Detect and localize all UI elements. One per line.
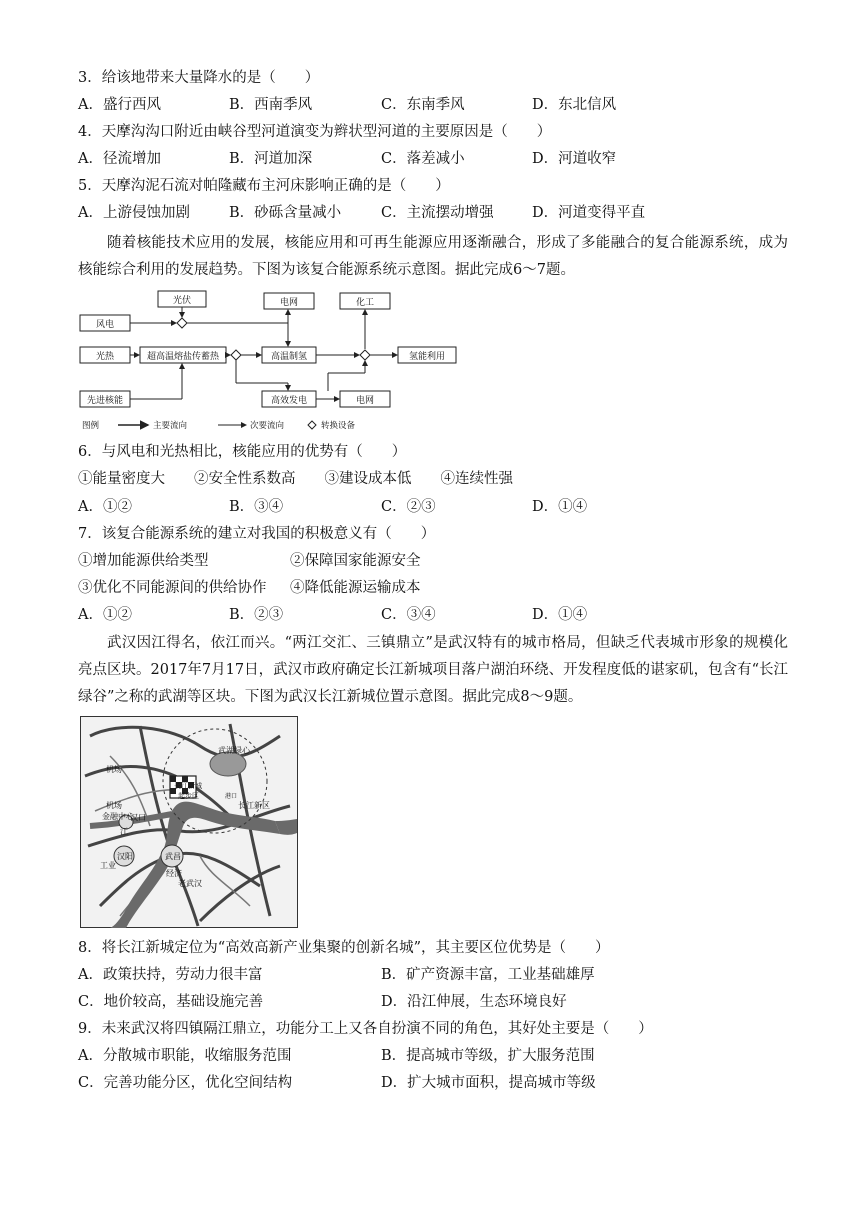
q7-option-c[interactable]: C．③④ [381, 607, 436, 623]
map-label-qidong: 起步区 [178, 792, 199, 800]
label-grid1: 电网 [279, 298, 299, 308]
q5-option-b[interactable]: B．砂砾含量减小 [229, 205, 342, 221]
q4-option-c[interactable]: C．落差减小 [381, 151, 465, 167]
map-label-wuhu: 武湖绿心 [218, 746, 250, 755]
q6-stem: 6．与风电和光热相比，核能应用的优势有（ ） [78, 444, 407, 460]
q9-stem: 9．未来武汉将四镇隔江鼎立，功能分工上又各自扮演不同的角色，其好处主要是（ ） [78, 1021, 653, 1037]
q9-option-b[interactable]: B．提高城市等级，扩大服务范围 [381, 1048, 595, 1064]
label-grid2: 电网 [355, 396, 375, 406]
label-solar-thermal: 光热 [95, 352, 115, 362]
q6-option-a[interactable]: A．①② [78, 499, 132, 515]
map-label-economy: 经济 [166, 869, 182, 878]
q7-statement-1: ①增加能源供给类型 [78, 553, 209, 569]
map-label-airport-2: 机场 [106, 801, 122, 810]
label-hydrogen-prod: 高温制氢 [270, 352, 308, 362]
q8-option-a[interactable]: A．政策扶持，劳动力很丰富 [78, 967, 263, 983]
q3-option-d[interactable]: D．东北信风 [532, 97, 617, 113]
q7-option-a[interactable]: A．①② [78, 607, 132, 623]
q8-option-d[interactable]: D．沿江伸展，生态环境良好 [381, 994, 567, 1010]
q4-stem: 4．天摩沟沟口附近由峡谷型河道演变为辫状型河道的主要原因是（ ） [78, 124, 552, 140]
q5-option-c[interactable]: C．主流摆动增强 [381, 205, 494, 221]
map-label-jiang: 江 [120, 827, 128, 836]
q7-stem: 7．该复合能源系统的建立对我国的积极意义有（ ） [78, 526, 436, 542]
energy-system-diagram [78, 287, 478, 435]
legend-main-flow: 主要流向 [153, 421, 188, 431]
map-label-port: 港口 [225, 793, 238, 800]
q6-option-c[interactable]: C．②③ [381, 499, 436, 515]
q6-option-b[interactable]: B．③④ [229, 499, 284, 515]
q5-option-d[interactable]: D．河道变得平直 [532, 205, 646, 221]
q6-statements: ①能量密度大 ②安全性系数高 ③建设成本低 ④连续性强 [78, 471, 513, 487]
label-power-gen: 高效发电 [270, 396, 308, 406]
q7-option-b[interactable]: B．②③ [229, 607, 284, 623]
map-label-industry: 工业 [100, 861, 116, 870]
map-label-wuchang: 武昌 [165, 852, 181, 861]
map-label-hanyang: 汉阳 [117, 852, 133, 861]
legend-minor-flow: 次要流向 [250, 421, 285, 431]
map-label-xincheng: 长江新城 [174, 782, 202, 790]
label-chem: 化工 [355, 298, 375, 308]
legend-title: 图例 [82, 421, 100, 431]
q5-option-a[interactable]: A．上游侵蚀加剧 [78, 205, 190, 221]
q6-option-d[interactable]: D．①④ [532, 499, 588, 515]
q4-option-b[interactable]: B．河道加深 [229, 151, 313, 167]
q8-option-c[interactable]: C．地价较高，基础设施完善 [78, 994, 264, 1010]
converter-1 [177, 318, 187, 328]
q3-option-b[interactable]: B．西南季风 [229, 97, 313, 113]
q9-option-c[interactable]: C．完善功能分区，优化空间结构 [78, 1075, 293, 1091]
q7-option-d[interactable]: D．①④ [532, 607, 588, 623]
q3-option-c[interactable]: C．东南季风 [381, 97, 465, 113]
q9-option-d[interactable]: D．扩大城市面积，提高城市等级 [381, 1075, 596, 1091]
map-label-xinqu: 长江新区 [238, 801, 270, 810]
converter-3 [360, 350, 370, 360]
q5-stem: 5．天摩沟泥石流对帕隆藏布主河床影响正确的是（ ） [78, 178, 450, 194]
label-hydrogen-use: 氢能利用 [408, 352, 446, 362]
wuhan-location-map [80, 716, 298, 928]
intro-paragraph-energy: 随着核能技术应用的发展，核能应用和可再生能源应用逐渐融合，形成了多能融合的复合能源系统，成为核能综合利用的发展趋势。下图为该复合能源系统示意图。据此完成6～7题。 [78, 235, 788, 278]
q8-option-b[interactable]: B．矿产资源丰富，工业基础雄厚 [381, 967, 595, 983]
map-label-finance: 金融中心 [102, 812, 134, 821]
intro-paragraph-wuhan: 武汉因江得名，依江而兴。“两江交汇、三镇鼎立”是武汉特有的城市格局，但缺乏代表城市形象的规模化亮点区块。2017年7月17日，武汉市政府确定长江新城项目落户湖泊环绕、开发程度低的谌家矶，包含有“长江绿谷”之称的武湖等区块。下图为武汉长江新城位置示意图。据此完成8～9题。 [78, 635, 788, 705]
legend-converter: 转换设备 [321, 421, 356, 431]
label-nuclear: 先进核能 [86, 396, 124, 406]
q7-statement-4: ④降低能源运输成本 [290, 580, 421, 596]
q7-statement-3: ③优化不同能源间的供给协作 [78, 580, 267, 596]
map-label-hankou: 汉口 [130, 813, 146, 822]
converter-2 [231, 350, 241, 360]
map-label-airport: 机场 [106, 765, 122, 774]
label-solar-pv: 光伏 [172, 296, 192, 306]
map-label-old-wuhan: 老武汉 [178, 879, 202, 888]
label-storage: 超高温熔盐传蓄热 [146, 352, 220, 362]
q3-stem: 3．给该地带来大量降水的是（ ） [78, 70, 320, 86]
q4-option-a[interactable]: A．径流增加 [78, 151, 161, 167]
q4-option-d[interactable]: D．河道收窄 [532, 151, 617, 167]
q9-option-a[interactable]: A．分散城市职能，收缩服务范围 [78, 1048, 292, 1064]
q7-statement-2: ②保障国家能源安全 [290, 553, 421, 569]
q3-option-a[interactable]: A．盛行西风 [78, 97, 161, 113]
label-wind: 风电 [95, 320, 115, 330]
q8-stem: 8．将长江新城定位为“高效高新产业集聚的创新名城”，其主要区位优势是（ ） [78, 940, 610, 956]
